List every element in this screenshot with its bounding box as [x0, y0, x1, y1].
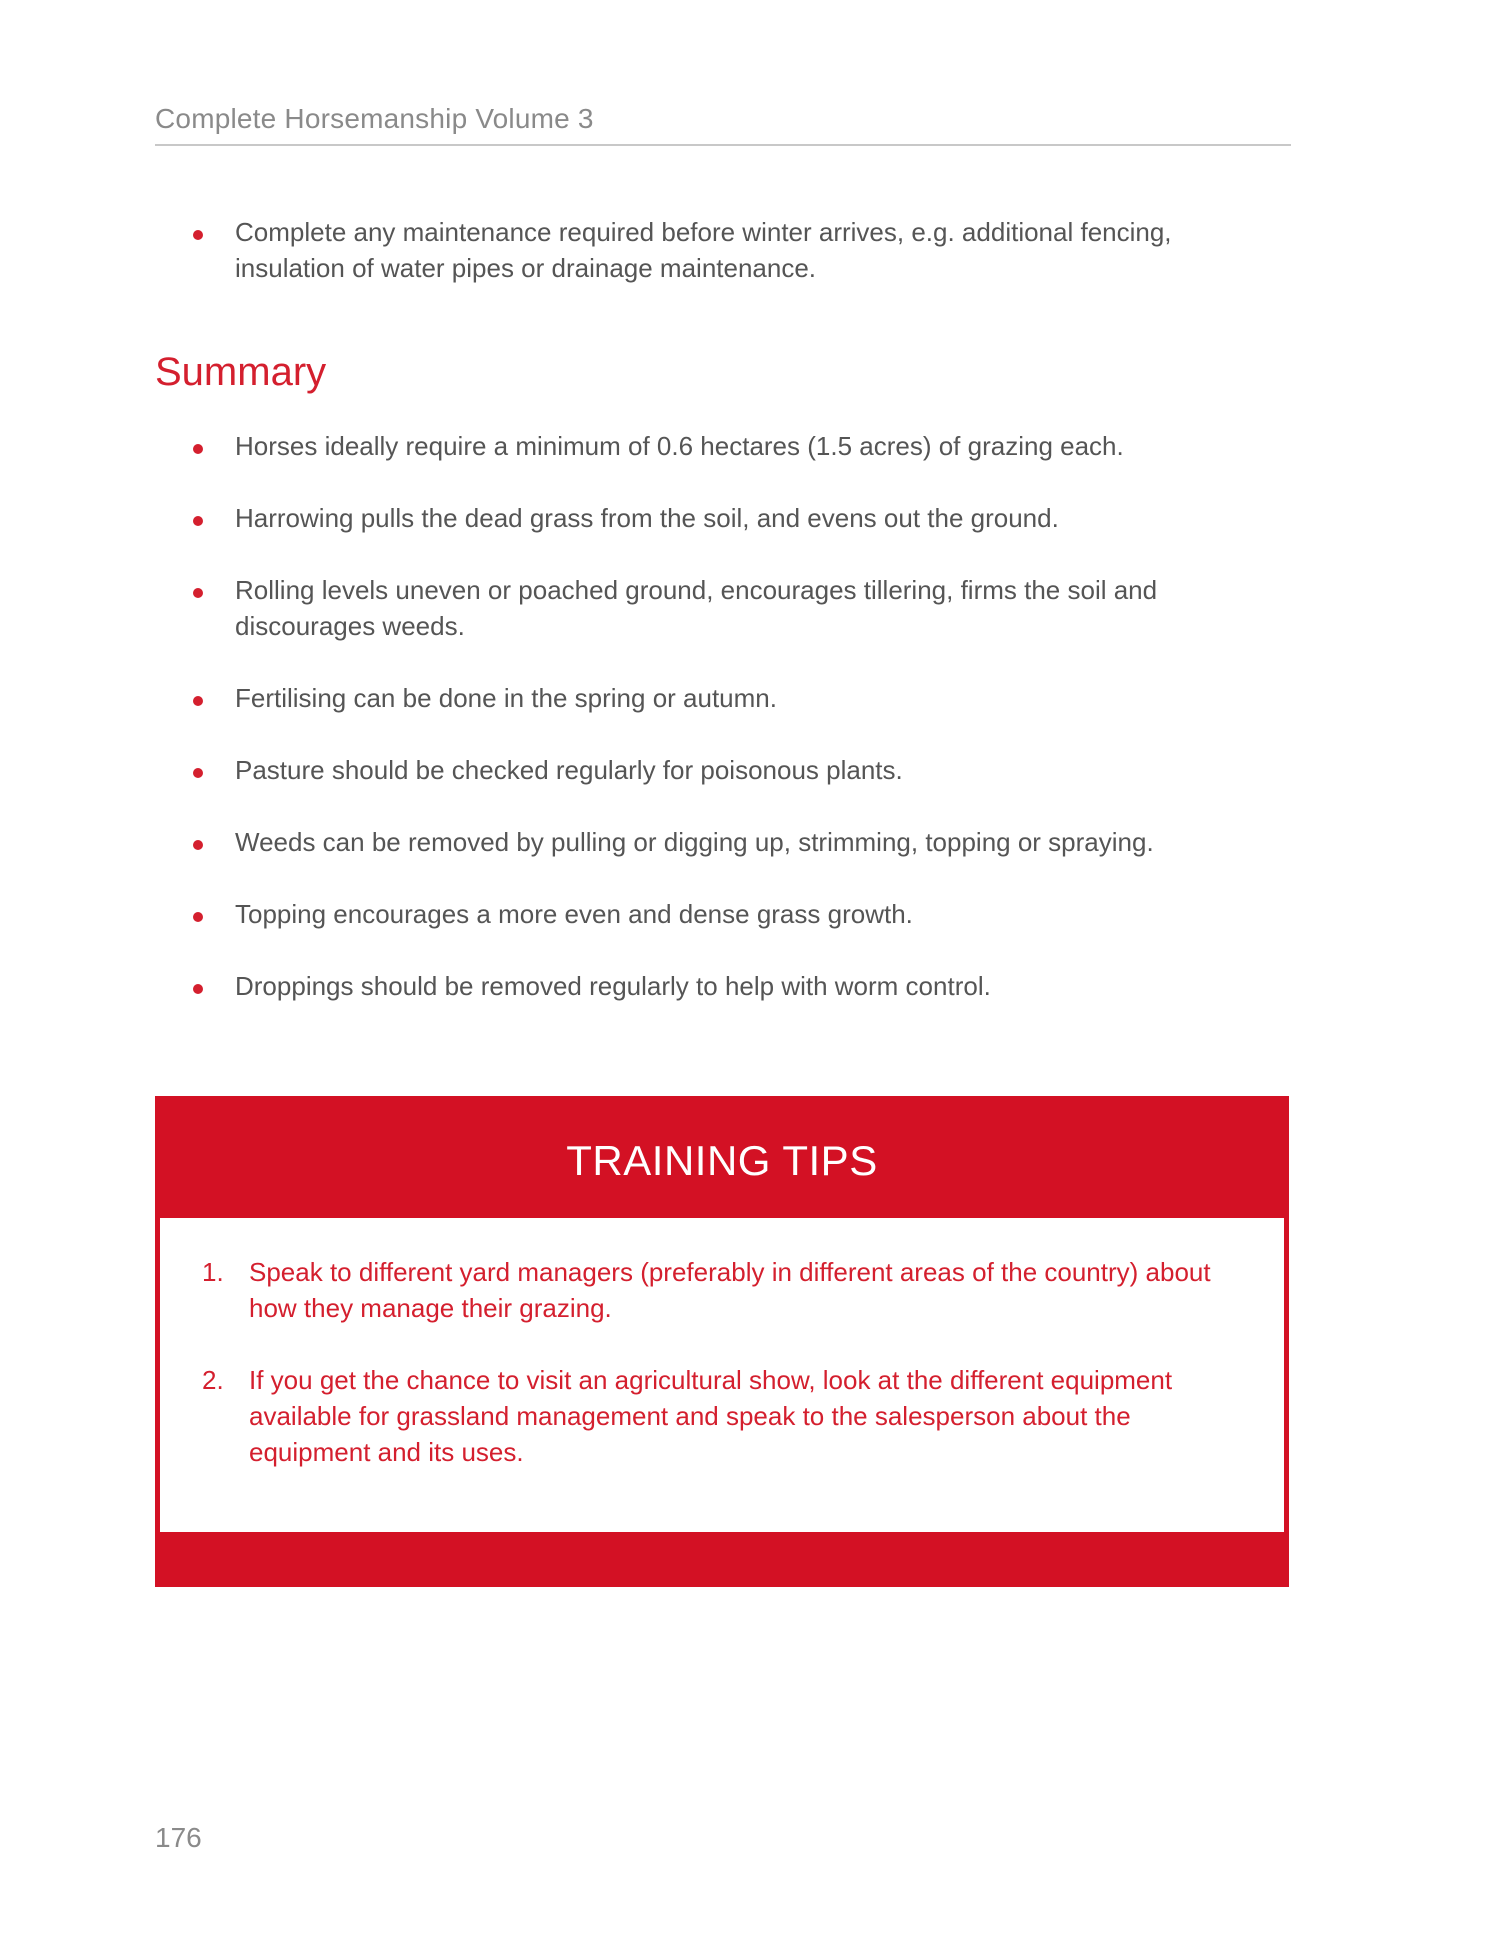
list-item [190, 572, 1250, 644]
training-tips-list [202, 1254, 1242, 1506]
training-tips-content [160, 1218, 1284, 1532]
bullet-icon [193, 516, 203, 526]
bullet-icon [193, 840, 203, 850]
bullet-icon [193, 984, 203, 994]
summary-bullet-list [190, 428, 1250, 1040]
list-item [190, 500, 1250, 536]
list-item-text: Speak to different yard managers (preferably in different areas of the country) about how they manage their grazing. [249, 1257, 1211, 1323]
list-item-text: Rolling levels uneven or poached ground, encourages tillering, firms the soil and discourages weeds. [235, 575, 1158, 641]
running-header: Complete Horsemanship Volume 3 [155, 102, 1291, 146]
summary-heading: Summary [155, 350, 327, 394]
bullet-icon [193, 768, 203, 778]
list-item [190, 680, 1250, 716]
list-item-text: Harrowing pulls the dead grass from the soil, and evens out the ground. [235, 503, 1059, 533]
list-item [190, 968, 1250, 1004]
bullet-icon [193, 444, 203, 454]
bullet-icon [193, 696, 203, 706]
page-number: 176 [155, 1822, 202, 1853]
training-tips-box [155, 1096, 1289, 1587]
list-item-number: 1. [202, 1257, 224, 1287]
list-item-text: Pasture should be checked regularly for poisonous plants. [235, 755, 903, 785]
list-item-text: Fertilising can be done in the spring or autumn. [235, 683, 777, 713]
list-item [190, 428, 1250, 464]
intro-bullet-list [190, 214, 1250, 286]
list-item [202, 1362, 1242, 1470]
list-item-text: Droppings should be removed regularly to help with worm control. [235, 971, 991, 1001]
list-item [190, 752, 1250, 788]
list-item [190, 214, 1250, 286]
list-item [190, 896, 1250, 932]
bullet-icon [193, 912, 203, 922]
list-item-number: 2. [202, 1365, 224, 1395]
list-item-text: Weeds can be removed by pulling or digging up, strimming, topping or spraying. [235, 827, 1154, 857]
training-tips-title: TRAINING TIPS [566, 1137, 878, 1184]
bullet-icon [193, 230, 203, 240]
list-item-text: Complete any maintenance required before winter arrives, e.g. additional fencing, insulation of water pipes or drainage maintenance. [235, 217, 1172, 283]
list-item [190, 824, 1250, 860]
list-item-text: Horses ideally require a minimum of 0.6 hectares (1.5 acres) of grazing each. [235, 431, 1124, 461]
list-item-text: If you get the chance to visit an agricultural show, look at the different equipment available for grassland management and speak to the salesperson about the equipment and its uses. [249, 1365, 1173, 1467]
list-item-text: Topping encourages a more even and dense grass growth. [235, 899, 913, 929]
list-item [202, 1254, 1242, 1326]
bullet-icon [193, 588, 203, 598]
